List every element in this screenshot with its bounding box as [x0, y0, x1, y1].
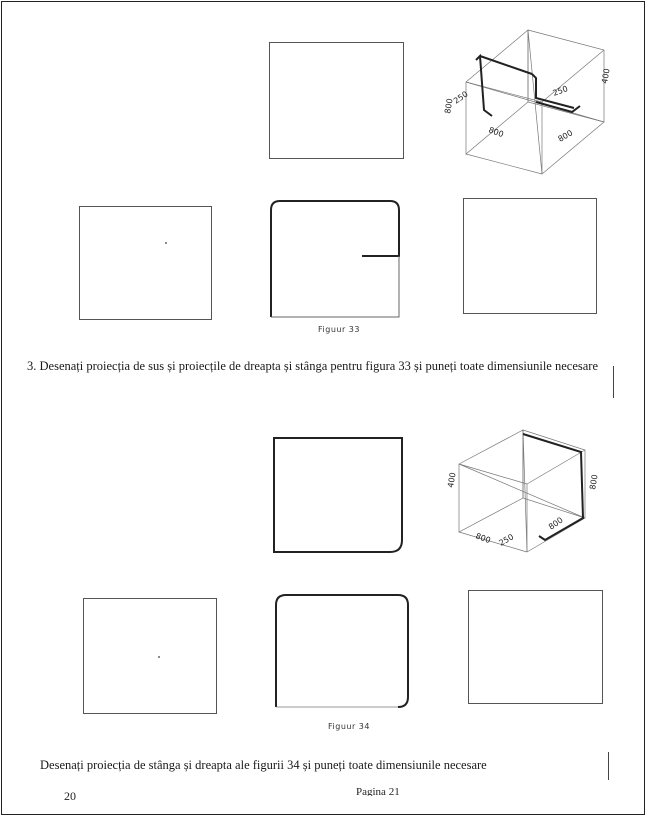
fig34-caption: Figuur 34	[328, 722, 370, 731]
fig34-dim-notch: 250	[497, 532, 516, 548]
page-number: 20	[64, 789, 76, 803]
fig33-dim-width: 800	[487, 125, 505, 140]
fig33-dim-right-height: 400	[600, 67, 612, 85]
fig33-dim-depth: 800	[556, 128, 575, 144]
fig34-dim-right-height: 800	[588, 473, 600, 491]
fig33-right-view-box	[463, 198, 597, 314]
stray-dot	[165, 242, 167, 244]
instruction-3: 3. Desenați proiecția de sus și proiecțile de dreapta și stânga pentru figura 33 și puneți toate dimensiunile necesare	[27, 359, 598, 373]
fig34-dim-depth: 800	[546, 515, 565, 532]
fig33-dim-notch-b: 250	[551, 84, 570, 98]
fig33-front-view	[268, 198, 406, 319]
fig33-isometric-drawing	[440, 26, 612, 156]
fig34-front-view	[273, 591, 413, 711]
page-label: Pagina 21	[356, 786, 400, 796]
fig33-left-view-box	[79, 206, 212, 320]
fig34-right-view-box	[468, 590, 603, 704]
fig33-dim-height: 800	[443, 97, 455, 115]
fig34-isometric-drawing	[445, 426, 605, 551]
fig34-dim-left-height: 400	[446, 471, 458, 489]
margin-mark	[608, 752, 609, 780]
instruction-4: Desenați proiecția de stânga și dreapta ale figurii 34 și puneți toate dimensiunile necesare	[40, 758, 487, 772]
fig34-top-view	[271, 436, 409, 556]
fig34-left-view-box	[83, 598, 217, 714]
fig33-caption: Figuur 33	[318, 325, 360, 334]
fig33-top-view-box	[269, 42, 404, 159]
fig33-dim-notch-a: 250	[451, 89, 470, 106]
fig34-dim-width: 800	[474, 531, 492, 546]
stray-dot	[158, 656, 160, 658]
margin-mark	[613, 366, 614, 398]
